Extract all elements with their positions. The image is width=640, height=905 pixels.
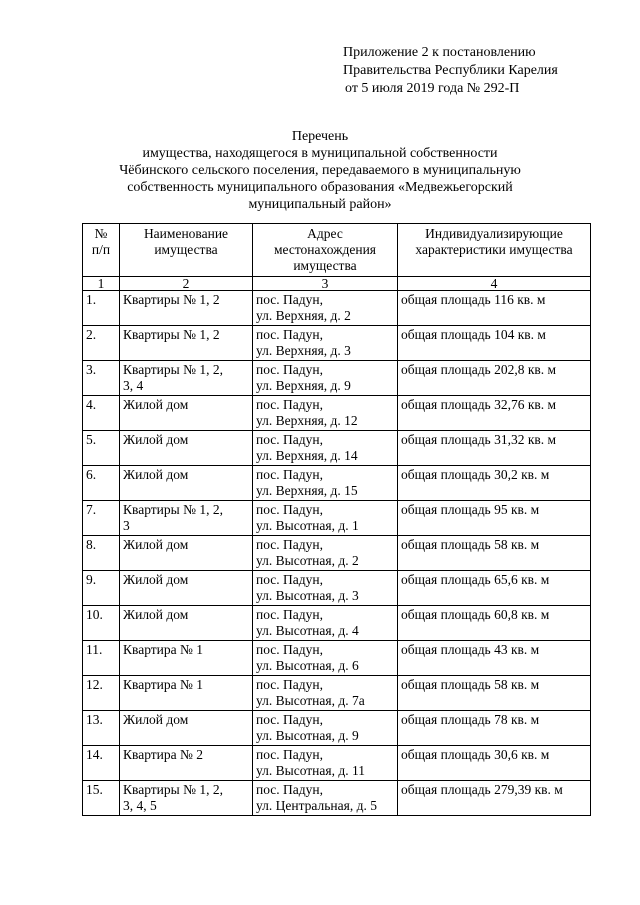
property-name [120,466,253,501]
property-name-line: Квартиры № 1, 2 [123,292,220,307]
property-name [120,291,253,326]
area-text: общая площадь 95 кв. м [401,502,540,517]
property-address [253,361,398,396]
property-address [253,326,398,361]
row-number: 10. [83,606,120,641]
area-text: общая площадь 65,6 кв. м [401,572,550,587]
address-line: ул. Верхняя, д. 9 [256,378,351,393]
property-characteristics [398,466,591,501]
property-characteristics [398,361,591,396]
column-number-row [83,277,591,291]
property-table [82,223,591,816]
header-number: № п/п [83,224,120,277]
column-number: 4 [398,277,591,291]
row-number: 12. [83,676,120,711]
row-number: 11. [83,641,120,676]
address-line: пос. Падун, [256,467,324,482]
property-name [120,781,253,816]
address-line: пос. Падун, [256,607,324,622]
address-line: ул. Верхняя, д. 12 [256,413,358,428]
table-row [83,431,591,466]
property-name [120,746,253,781]
area-text: общая площадь 279,39 кв. м [401,782,563,797]
address-line: ул. Высотная, д. 2 [256,553,359,568]
property-characteristics [398,431,591,466]
address-line: ул. Высотная, д. 11 [256,763,365,778]
property-name-line: Жилой дом [123,467,189,482]
property-address [253,431,398,466]
address-line: пос. Падун, [256,782,324,797]
property-name-line: Квартиры № 1, 2 [123,327,220,342]
area-text: общая площадь 58 кв. м [401,677,540,692]
property-name-line: 3, 4, 5 [123,798,157,813]
property-characteristics [398,326,591,361]
address-line: ул. Высотная, д. 4 [256,623,359,638]
property-characteristics [398,711,591,746]
property-address [253,501,398,536]
header-name: Наименование имущества [120,224,253,277]
property-name-line: Жилой дом [123,572,189,587]
property-name [120,326,253,361]
table-row [83,606,591,641]
property-name [120,536,253,571]
address-line: пос. Падун, [256,432,324,447]
address-line: ул. Центральная, д. 5 [256,798,377,813]
property-name [120,431,253,466]
table-row [83,571,591,606]
property-characteristics [398,396,591,431]
property-name-line: 3 [123,518,130,533]
document-heading [60,128,580,213]
property-address [253,746,398,781]
column-number: 2 [120,277,253,291]
row-number: 4. [83,396,120,431]
property-name [120,641,253,676]
property-characteristics [398,746,591,781]
property-name-line: Квартиры № 1, 2, [123,782,223,797]
address-line: пос. Падун, [256,747,324,762]
heading-line: Перечень [291,129,349,144]
appendix-line-3: от 5 июля 2019 года № 292-П [345,81,520,96]
property-address [253,536,398,571]
table-row [83,536,591,571]
address-line: ул. Высотная, д. 9 [256,728,359,743]
property-name-line: Жилой дом [123,607,189,622]
table-row [83,711,591,746]
column-number: 3 [253,277,398,291]
property-characteristics [398,501,591,536]
table-row [83,746,591,781]
property-name-line: Квартиры № 1, 2, [123,362,223,377]
appendix-note [343,44,633,98]
area-text: общая площадь 43 кв. м [401,642,540,657]
property-characteristics [398,781,591,816]
row-number: 3. [83,361,120,396]
property-name-line: Жилой дом [123,537,189,552]
property-characteristics [398,291,591,326]
table-row [83,641,591,676]
row-number: 2. [83,326,120,361]
property-name [120,571,253,606]
row-number: 5. [83,431,120,466]
area-text: общая площадь 116 кв. м [401,292,546,307]
row-number: 9. [83,571,120,606]
property-name-line: Жилой дом [123,712,189,727]
address-line: ул. Верхняя, д. 2 [256,308,351,323]
property-address [253,291,398,326]
property-address [253,781,398,816]
property-characteristics [398,676,591,711]
area-text: общая площадь 202,8 кв. м [401,362,557,377]
property-address [253,466,398,501]
property-name-line: Квартира № 1 [123,677,204,692]
address-line: пос. Падун, [256,397,324,412]
table-row [83,326,591,361]
address-line: ул. Верхняя, д. 15 [256,483,358,498]
column-number: 1 [83,277,120,291]
table-row [83,676,591,711]
address-line: пос. Падун, [256,572,324,587]
property-characteristics [398,536,591,571]
property-address [253,396,398,431]
table-header-row [83,224,591,277]
table-body [83,291,591,816]
address-line: ул. Высотная, д. 6 [256,658,359,673]
table-row [83,291,591,326]
table-row [83,361,591,396]
area-text: общая площадь 58 кв. м [401,537,540,552]
row-number: 8. [83,536,120,571]
address-line: ул. Высотная, д. 3 [256,588,359,603]
property-address [253,676,398,711]
address-line: пос. Падун, [256,502,324,517]
property-name [120,676,253,711]
property-name [120,501,253,536]
property-name [120,396,253,431]
address-line: пос. Падун, [256,327,324,342]
property-name-line: Жилой дом [123,432,189,447]
address-line: пос. Падун, [256,642,324,657]
property-characteristics [398,571,591,606]
address-line: пос. Падун, [256,712,324,727]
property-address [253,711,398,746]
property-name-line: Квартира № 1 [123,642,204,657]
property-name-line: Квартира № 2 [123,747,204,762]
area-text: общая площадь 30,6 кв. м [401,747,550,762]
property-address [253,571,398,606]
table-row [83,466,591,501]
address-line: пос. Падун, [256,292,324,307]
address-line: ул. Высотная, д. 7а [256,693,365,708]
header-address: Адрес местонахождения имущества [253,224,398,277]
heading-line: Чёбинского сельского поселения, передаваемого в муниципальную [119,163,521,178]
property-address [253,641,398,676]
property-name-line: Жилой дом [123,397,189,412]
property-characteristics [398,606,591,641]
address-line: пос. Падун, [256,362,324,377]
address-line: ул. Верхняя, д. 3 [256,343,351,358]
property-address [253,606,398,641]
row-number: 6. [83,466,120,501]
table-row [83,781,591,816]
appendix-line-1: Приложение 2 к постановлению [343,45,536,60]
area-text: общая площадь 104 кв. м [401,327,546,342]
property-characteristics [398,641,591,676]
address-line: ул. Верхняя, д. 14 [256,448,358,463]
heading-line: имущества, находящегося в муниципальной собственности [142,146,498,161]
heading-line: собственность муниципального образования «Медвежьегорский [127,180,513,195]
property-name [120,361,253,396]
area-text: общая площадь 31,32 кв. м [401,432,557,447]
row-number: 14. [83,746,120,781]
row-number: 7. [83,501,120,536]
area-text: общая площадь 78 кв. м [401,712,540,727]
property-name-line: 3, 4 [123,378,144,393]
table-row [83,396,591,431]
address-line: пос. Падун, [256,537,324,552]
heading-line: муниципальный район» [248,197,392,212]
property-name-line: Квартиры № 1, 2, [123,502,223,517]
area-text: общая площадь 32,76 кв. м [401,397,557,412]
appendix-line-2: Правительства Республики Карелия [343,63,558,78]
row-number: 13. [83,711,120,746]
row-number: 15. [83,781,120,816]
property-name [120,606,253,641]
table-row [83,501,591,536]
header-characteristics: Индивидуализирующие характеристики имущества [398,224,591,277]
area-text: общая площадь 30,2 кв. м [401,467,550,482]
row-number: 1. [83,291,120,326]
address-line: пос. Падун, [256,677,324,692]
property-name [120,711,253,746]
area-text: общая площадь 60,8 кв. м [401,607,550,622]
address-line: ул. Высотная, д. 1 [256,518,359,533]
